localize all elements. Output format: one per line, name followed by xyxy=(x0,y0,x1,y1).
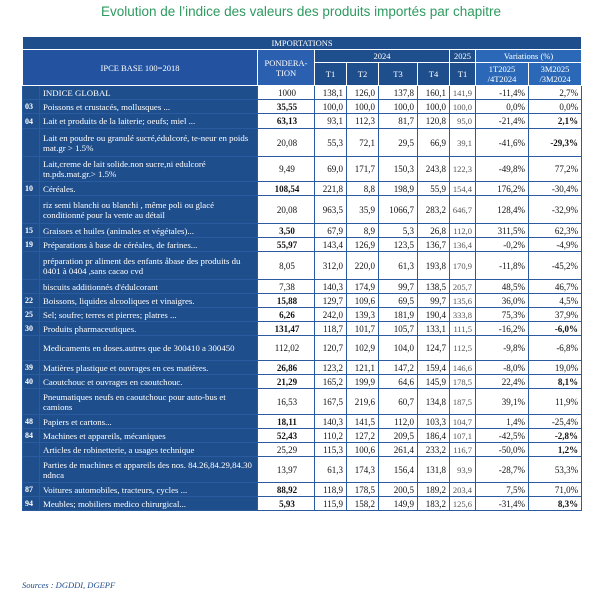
ponderation-cell: 8,05 xyxy=(258,252,315,280)
value-t1-2025: 111,5 xyxy=(450,322,476,336)
ponderation-cell: 108,54 xyxy=(258,182,315,196)
value-t1-2024: 120,7 xyxy=(315,336,347,361)
value-t1-2025: 95,0 xyxy=(450,114,476,129)
value-t1-2025: 203,4 xyxy=(450,483,476,497)
value-t2-2024: 141,5 xyxy=(347,415,379,429)
value-t1-2025: 116,7 xyxy=(450,443,476,457)
value-t1-2025: 93,9 xyxy=(450,457,476,483)
chapter-code: 94 xyxy=(23,497,40,511)
chapter-code: 84 xyxy=(23,429,40,443)
value-t3-2024: 137,8 xyxy=(379,86,418,100)
row-label: Poissons et crustacés, mollusques ... xyxy=(40,100,258,114)
row-label: Graisses et huiles (animales et végétales)... xyxy=(40,224,258,238)
variation-3m: -6,8% xyxy=(529,336,582,361)
variation-quarter: 176,2% xyxy=(476,182,529,196)
value-t3-2024: 5,3 xyxy=(379,224,418,238)
variation-quarter: -11,8% xyxy=(476,252,529,280)
table-row xyxy=(23,375,582,389)
value-t2-2024: 121,1 xyxy=(347,361,379,375)
value-t1-2024: 67,9 xyxy=(315,224,347,238)
value-t1-2024: 129,7 xyxy=(315,294,347,308)
table-body xyxy=(23,86,582,511)
row-label: Medicaments en doses.autres que de 300410 a 300450 xyxy=(40,336,258,361)
chapter-code xyxy=(23,129,40,157)
table-row xyxy=(23,497,582,511)
variations-header: Variations (%) xyxy=(476,50,582,63)
variation-quarter: -41,6% xyxy=(476,129,529,157)
value-t3-2024: 150,3 xyxy=(379,157,418,182)
value-t1-2025: 100,0 xyxy=(450,100,476,114)
table-row xyxy=(23,224,582,238)
value-t3-2024: 69,5 xyxy=(379,294,418,308)
table-row xyxy=(23,280,582,294)
value-t1-2024: 138,1 xyxy=(315,86,347,100)
value-t4-2024: 190,4 xyxy=(418,308,450,322)
value-t1-2025: 104,7 xyxy=(450,415,476,429)
variation-3m: -6,0% xyxy=(529,322,582,336)
table-row xyxy=(23,308,582,322)
value-t2-2024: 127,2 xyxy=(347,429,379,443)
variation-3m: -30,4% xyxy=(529,182,582,196)
row-label: Sel; soufre; terres et pierres; platres ... xyxy=(40,308,258,322)
row-label: Machines et appareils, mécaniques xyxy=(40,429,258,443)
chapter-code xyxy=(23,157,40,182)
variation-3m: -29,3% xyxy=(529,129,582,157)
ponderation-cell: 20,08 xyxy=(258,129,315,157)
table-row xyxy=(23,443,582,457)
value-t1-2024: 140,3 xyxy=(315,415,347,429)
row-label: Pneumatiques neufs en caoutchouc pour auto-bus et camions xyxy=(40,389,258,415)
value-t1-2025: 141,9 xyxy=(450,86,476,100)
value-t2-2024: 35,9 xyxy=(347,196,379,224)
variation-quarter: -50,0% xyxy=(476,443,529,457)
variation-quarter: -8,0% xyxy=(476,361,529,375)
chapter-code: 03 xyxy=(23,100,40,114)
table-row xyxy=(23,238,582,252)
value-t1-2025: 112,5 xyxy=(450,336,476,361)
value-t1-2024: 115,9 xyxy=(315,497,347,511)
ponderation-cell: 26,86 xyxy=(258,361,315,375)
value-t1-2025: 154,4 xyxy=(450,182,476,196)
value-t1-2024: 115,3 xyxy=(315,443,347,457)
variation-3m: 2,1% xyxy=(529,114,582,129)
value-t4-2024: 183,2 xyxy=(418,497,450,511)
chapter-code xyxy=(23,252,40,280)
value-t4-2024: 186,4 xyxy=(418,429,450,443)
value-t2-2024: 112,3 xyxy=(347,114,379,129)
row-label: Lait en poudre ou granulé sucré,édulcoré, te-neur en poids mat.gr > 1.5% xyxy=(40,129,258,157)
value-t4-2024: 233,2 xyxy=(418,443,450,457)
variation-3m: -32,9% xyxy=(529,196,582,224)
value-t4-2024: 120,8 xyxy=(418,114,450,129)
value-t3-2024: 123,5 xyxy=(379,238,418,252)
ponderation-cell: 16,53 xyxy=(258,389,315,415)
value-t4-2024: 243,8 xyxy=(418,157,450,182)
variation-quarter: 36,0% xyxy=(476,294,529,308)
ponderation-header: PONDERA- TION xyxy=(258,50,315,86)
value-t4-2024: 283,2 xyxy=(418,196,450,224)
chapter-code: 25 xyxy=(23,308,40,322)
variation-quarter: 22,4% xyxy=(476,375,529,389)
ponderation-cell: 9,49 xyxy=(258,157,315,182)
value-t4-2024: 189,2 xyxy=(418,483,450,497)
base-header: IPCE BASE 100=2018 xyxy=(23,50,258,86)
variation-quarter: -28,7% xyxy=(476,457,529,483)
value-t1-2024: 221,8 xyxy=(315,182,347,196)
row-label: Lait et produits de la laiterie; oeufs; miel ... xyxy=(40,114,258,129)
table-row xyxy=(23,86,582,100)
variation-quarter: -16,2% xyxy=(476,322,529,336)
row-label: INDICE GLOBAL xyxy=(40,86,258,100)
variation-quarter: 128,4% xyxy=(476,196,529,224)
value-t4-2024: 100,0 xyxy=(418,100,450,114)
ponderation-cell: 88,92 xyxy=(258,483,315,497)
ponderation-cell: 52,43 xyxy=(258,429,315,443)
value-t2-2024: 219,6 xyxy=(347,389,379,415)
value-t2-2024: 199,9 xyxy=(347,375,379,389)
variation-quarter: 311,5% xyxy=(476,224,529,238)
table-row xyxy=(23,157,582,182)
row-label: Articles de robinetterie, a usages technique xyxy=(40,443,258,457)
row-label: Préparations à base de céréales, de farines... xyxy=(40,238,258,252)
chapter-code xyxy=(23,457,40,483)
value-t1-2024: 118,9 xyxy=(315,483,347,497)
value-t3-2024: 200,5 xyxy=(379,483,418,497)
variation-3m: 1,2% xyxy=(529,443,582,457)
value-t1-2025: 205,7 xyxy=(450,280,476,294)
value-t1-2025: 39,1 xyxy=(450,129,476,157)
ponderation-cell: 7,38 xyxy=(258,280,315,294)
ponderation-cell: 131,47 xyxy=(258,322,315,336)
table-row xyxy=(23,129,582,157)
variation-3m: 11,9% xyxy=(529,389,582,415)
variation-quarter: 48,5% xyxy=(476,280,529,294)
value-t3-2024: 181,9 xyxy=(379,308,418,322)
value-t1-2025: 333,8 xyxy=(450,308,476,322)
value-t1-2024: 100,0 xyxy=(315,100,347,114)
row-label: riz semi blanchi ou blanchi , même poli ou glacé conditionné pour la vente au détail xyxy=(40,196,258,224)
value-t4-2024: 131,8 xyxy=(418,457,450,483)
table-row xyxy=(23,429,582,443)
value-t3-2024: 81,7 xyxy=(379,114,418,129)
value-t4-2024: 26,8 xyxy=(418,224,450,238)
value-t4-2024: 133,1 xyxy=(418,322,450,336)
table-row xyxy=(23,336,582,361)
value-t1-2025: 187,5 xyxy=(450,389,476,415)
ponderation-cell: 20,08 xyxy=(258,196,315,224)
chapter-code xyxy=(23,389,40,415)
value-t2-2024: 178,5 xyxy=(347,483,379,497)
value-t1-2024: 140,3 xyxy=(315,280,347,294)
source-note: Sources : DGDDI, DGEPF xyxy=(22,580,116,590)
value-t1-2024: 69,0 xyxy=(315,157,347,182)
variation-3m: 8,1% xyxy=(529,375,582,389)
chapter-code: 10 xyxy=(23,182,40,196)
variation-3m: 4,5% xyxy=(529,294,582,308)
row-label: Produits pharmaceutiques. xyxy=(40,322,258,336)
table-row xyxy=(23,415,582,429)
imports-index-table xyxy=(22,36,582,511)
variation-3m: -45,2% xyxy=(529,252,582,280)
variation-3m: 71,0% xyxy=(529,483,582,497)
variation-3m: 37,9% xyxy=(529,308,582,322)
value-t3-2024: 64,6 xyxy=(379,375,418,389)
table-row xyxy=(23,294,582,308)
chapter-code xyxy=(23,336,40,361)
value-t1-2024: 312,0 xyxy=(315,252,347,280)
variation-3m: -4,9% xyxy=(529,238,582,252)
chapter-code xyxy=(23,443,40,457)
variation-quarter: -49,8% xyxy=(476,157,529,182)
value-t1-2024: 61,3 xyxy=(315,457,347,483)
chapter-code: 87 xyxy=(23,483,40,497)
value-t3-2024: 209,5 xyxy=(379,429,418,443)
variation-quarter: 0,0% xyxy=(476,100,529,114)
quarter-header: T4 xyxy=(418,63,450,86)
row-label: préparation pr aliment des enfants åbase des produits du 0401 à 0404 ,sans cacao cvd xyxy=(40,252,258,280)
variation-3m: 53,3% xyxy=(529,457,582,483)
row-label: biscuits additionnés d'édulcorant xyxy=(40,280,258,294)
variation-3m: 77,2% xyxy=(529,157,582,182)
value-t4-2024: 55,9 xyxy=(418,182,450,196)
variation-3m-header: 3M2025 /3M2024 xyxy=(529,63,582,86)
value-t3-2024: 99,7 xyxy=(379,280,418,294)
chapter-code: 04 xyxy=(23,114,40,129)
value-t3-2024: 156,4 xyxy=(379,457,418,483)
value-t2-2024: 100,6 xyxy=(347,443,379,457)
variation-quarter: -11,4% xyxy=(476,86,529,100)
row-label: Parties de machines et appareils des nos. 84.26,84.29,84.30 ndnca xyxy=(40,457,258,483)
chapter-code xyxy=(23,86,40,100)
value-t2-2024: 174,9 xyxy=(347,280,379,294)
ponderation-cell: 6,26 xyxy=(258,308,315,322)
row-label: Boissons, liquides alcooliques et vinaigres. xyxy=(40,294,258,308)
value-t2-2024: 109,6 xyxy=(347,294,379,308)
value-t1-2024: 55,3 xyxy=(315,129,347,157)
table-row xyxy=(23,389,582,415)
chapter-code: 39 xyxy=(23,361,40,375)
value-t3-2024: 261,4 xyxy=(379,443,418,457)
value-t4-2024: 138,5 xyxy=(418,280,450,294)
page-title: Evolution de l’indice des valeurs des produits importés par chapitre xyxy=(101,4,501,19)
value-t2-2024: 102,9 xyxy=(347,336,379,361)
value-t1-2025: 646,7 xyxy=(450,196,476,224)
value-t4-2024: 193,8 xyxy=(418,252,450,280)
value-t2-2024: 8,9 xyxy=(347,224,379,238)
variation-quarter: -42,5% xyxy=(476,429,529,443)
ponderation-cell: 3,50 xyxy=(258,224,315,238)
value-t4-2024: 134,8 xyxy=(418,389,450,415)
value-t3-2024: 105,7 xyxy=(379,322,418,336)
table-row xyxy=(23,483,582,497)
value-t3-2024: 61,3 xyxy=(379,252,418,280)
value-t2-2024: 126,0 xyxy=(347,86,379,100)
value-t3-2024: 147,2 xyxy=(379,361,418,375)
table-row xyxy=(23,114,582,129)
variation-3m: 8,3% xyxy=(529,497,582,511)
ponderation-cell: 13,97 xyxy=(258,457,315,483)
value-t1-2025: 136,4 xyxy=(450,238,476,252)
value-t2-2024: 174,3 xyxy=(347,457,379,483)
chapter-code: 30 xyxy=(23,322,40,336)
value-t2-2024: 100,0 xyxy=(347,100,379,114)
ponderation-cell: 15,88 xyxy=(258,294,315,308)
value-t1-2024: 242,0 xyxy=(315,308,347,322)
chapter-code: 40 xyxy=(23,375,40,389)
ponderation-cell: 18,11 xyxy=(258,415,315,429)
row-label: Papiers et cartons... xyxy=(40,415,258,429)
table-row xyxy=(23,322,582,336)
row-label: Caoutchouc et ouvrages en caoutchouc. xyxy=(40,375,258,389)
value-t1-2025: 146,6 xyxy=(450,361,476,375)
row-label: Voitures automobiles, tracteurs, cycles ... xyxy=(40,483,258,497)
value-t4-2024: 124,7 xyxy=(418,336,450,361)
value-t3-2024: 29,5 xyxy=(379,129,418,157)
table-row xyxy=(23,361,582,375)
value-t4-2024: 159,4 xyxy=(418,361,450,375)
ponderation-cell: 112,02 xyxy=(258,336,315,361)
value-t4-2024: 136,7 xyxy=(418,238,450,252)
ponderation-cell: 55,97 xyxy=(258,238,315,252)
year-2024-header: 2024 xyxy=(315,50,450,63)
table-row xyxy=(23,457,582,483)
ponderation-cell: 21,29 xyxy=(258,375,315,389)
variation-quarter: -21,4% xyxy=(476,114,529,129)
value-t1-2024: 118,7 xyxy=(315,322,347,336)
quarter-header: T1 xyxy=(450,63,476,86)
value-t1-2024: 93,1 xyxy=(315,114,347,129)
value-t2-2024: 171,7 xyxy=(347,157,379,182)
variation-3m: 62,3% xyxy=(529,224,582,238)
value-t4-2024: 99,7 xyxy=(418,294,450,308)
value-t2-2024: 8,8 xyxy=(347,182,379,196)
value-t1-2024: 167,5 xyxy=(315,389,347,415)
quarter-header: T3 xyxy=(379,63,418,86)
variation-3m: -2,8% xyxy=(529,429,582,443)
ponderation-cell: 25,29 xyxy=(258,443,315,457)
value-t4-2024: 160,1 xyxy=(418,86,450,100)
value-t2-2024: 72,1 xyxy=(347,129,379,157)
chapter-code: 15 xyxy=(23,224,40,238)
value-t4-2024: 145,9 xyxy=(418,375,450,389)
variation-quarter-header: 1T2025 /4T2024 xyxy=(476,63,529,86)
importations-header: IMPORTATIONS xyxy=(23,37,582,50)
value-t3-2024: 60,7 xyxy=(379,389,418,415)
value-t1-2025: 107,1 xyxy=(450,429,476,443)
variation-3m: 0,0% xyxy=(529,100,582,114)
row-label: Lait,creme de lait solide.non sucre,ni edulcoré tn.pds.mat.gr.> 1.5% xyxy=(40,157,258,182)
value-t1-2025: 122,3 xyxy=(450,157,476,182)
value-t3-2024: 1066,7 xyxy=(379,196,418,224)
value-t2-2024: 158,2 xyxy=(347,497,379,511)
variation-quarter: -0,2% xyxy=(476,238,529,252)
variation-3m: 46,7% xyxy=(529,280,582,294)
ponderation-cell: 35,55 xyxy=(258,100,315,114)
chapter-code: 48 xyxy=(23,415,40,429)
variation-quarter: 39,1% xyxy=(476,389,529,415)
table-row xyxy=(23,100,582,114)
value-t3-2024: 198,9 xyxy=(379,182,418,196)
variation-quarter: 1,4% xyxy=(476,415,529,429)
chapter-code xyxy=(23,280,40,294)
value-t1-2024: 165,2 xyxy=(315,375,347,389)
value-t4-2024: 66,9 xyxy=(418,129,450,157)
chapter-code: 19 xyxy=(23,238,40,252)
quarter-header: T2 xyxy=(347,63,379,86)
ponderation-cell: 63,13 xyxy=(258,114,315,129)
value-t1-2025: 125,6 xyxy=(450,497,476,511)
variation-quarter: 7,5% xyxy=(476,483,529,497)
value-t3-2024: 100,0 xyxy=(379,100,418,114)
value-t3-2024: 112,0 xyxy=(379,415,418,429)
variation-3m: 2,7% xyxy=(529,86,582,100)
table-row xyxy=(23,196,582,224)
value-t1-2024: 963,5 xyxy=(315,196,347,224)
row-label: Céréales. xyxy=(40,182,258,196)
value-t2-2024: 126,9 xyxy=(347,238,379,252)
variation-quarter: 75,3% xyxy=(476,308,529,322)
value-t1-2025: 178,5 xyxy=(450,375,476,389)
value-t1-2024: 143,4 xyxy=(315,238,347,252)
value-t4-2024: 103,3 xyxy=(418,415,450,429)
variation-quarter: -9,8% xyxy=(476,336,529,361)
ponderation-cell: 5,93 xyxy=(258,497,315,511)
quarter-header: T1 xyxy=(315,63,347,86)
table-row xyxy=(23,182,582,196)
variation-3m: 19,0% xyxy=(529,361,582,375)
value-t1-2024: 123,2 xyxy=(315,361,347,375)
row-label: Meubles; mobiliers medico chirurgical... xyxy=(40,497,258,511)
value-t3-2024: 149,9 xyxy=(379,497,418,511)
value-t1-2025: 170,9 xyxy=(450,252,476,280)
value-t1-2025: 135,6 xyxy=(450,294,476,308)
value-t2-2024: 220,0 xyxy=(347,252,379,280)
chapter-code xyxy=(23,196,40,224)
value-t2-2024: 139,3 xyxy=(347,308,379,322)
value-t1-2024: 110,2 xyxy=(315,429,347,443)
year-2025-header: 2025 xyxy=(450,50,476,63)
variation-3m: -25,4% xyxy=(529,415,582,429)
variation-quarter: -31,4% xyxy=(476,497,529,511)
value-t3-2024: 104,0 xyxy=(379,336,418,361)
ponderation-cell: 1000 xyxy=(258,86,315,100)
value-t1-2025: 112,0 xyxy=(450,224,476,238)
chapter-code: 22 xyxy=(23,294,40,308)
table-row xyxy=(23,252,582,280)
value-t2-2024: 101,7 xyxy=(347,322,379,336)
row-label: Matières plastique et ouvrages en ces matières. xyxy=(40,361,258,375)
